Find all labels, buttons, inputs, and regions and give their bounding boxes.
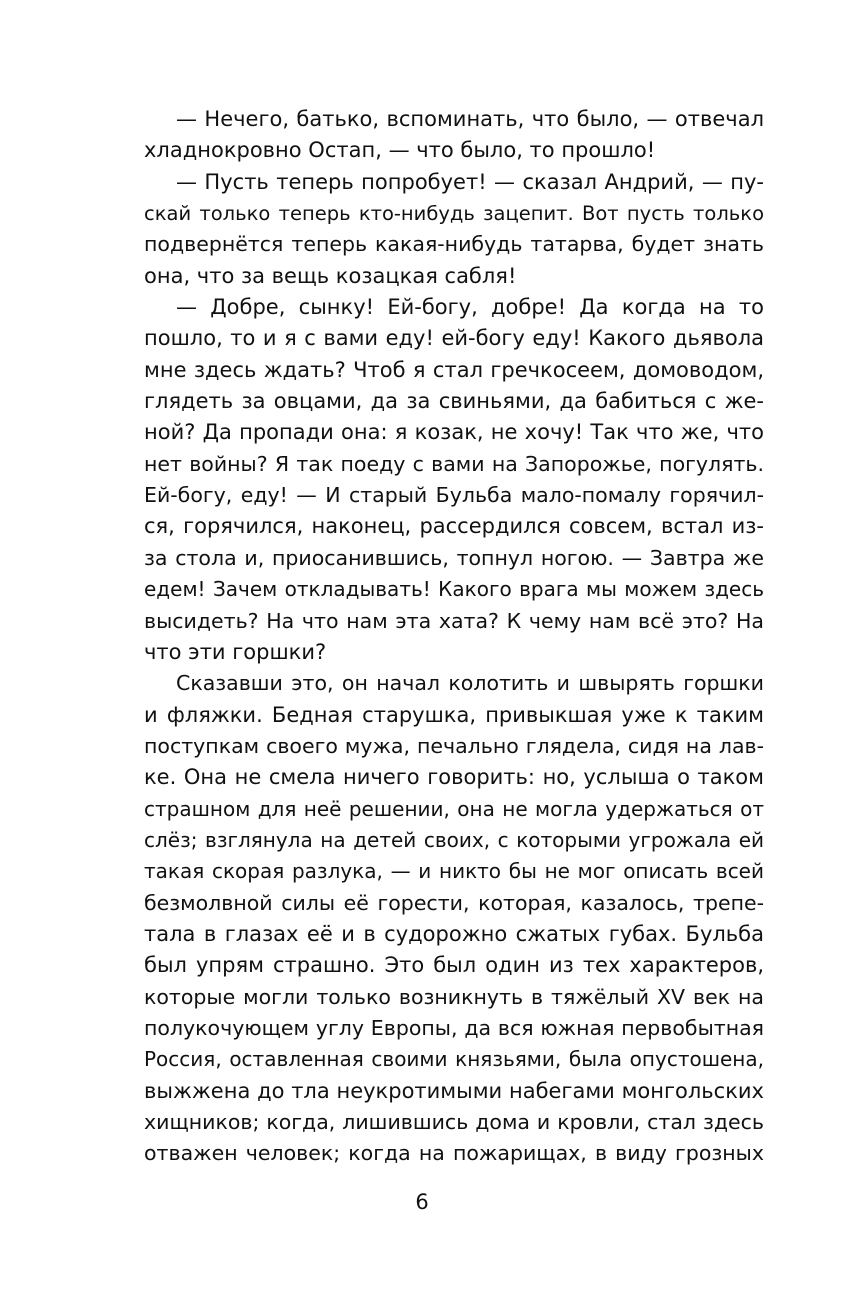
text-line: глядеть за овцами, да за свиньями, да бабиться с же-	[144, 389, 764, 414]
text-line: подвернётся теперь какая-нибудь татарва, будет знать	[144, 232, 764, 257]
text-line: Сказавши это, он начал колотить и швырять горшки	[176, 671, 764, 696]
text-line: хищников; когда, лишившись дома и кровли, стал здесь	[144, 1110, 764, 1134]
text-line: высидеть? На что нам эта хата? К чему нам всё это? На	[144, 608, 764, 633]
text-line: Ей-богу, еду! — И старый Бульба мало-помалу горячил-	[144, 483, 764, 508]
text-line: едем! Зачем откладывать! Какого врага мы можем здесь	[144, 577, 764, 602]
body-text	[144, 104, 764, 1170]
text-line: ной? Да пропади она: я козак, не хочу! Так что же, что	[144, 420, 764, 445]
text-line: что эти горшки?	[144, 639, 327, 664]
text-line: отважен человек; когда на пожарищах, в виду грозных	[144, 1141, 764, 1166]
page-number: 6	[415, 1190, 429, 1214]
text-line: скай только теперь кто-нибудь зацепит. Вот пусть только	[144, 202, 764, 226]
text-line: ся, горячился, наконец, рассердился совсем, встал из-	[144, 514, 764, 539]
text-line: поступкам своего мужа, печально глядела, сидя на лав-	[144, 733, 764, 758]
text-line: Россия, оставленная своими князьями, была опустошена,	[144, 1047, 764, 1072]
text-line: — Пусть теперь попробует! — сказал Андрий, — пу-	[176, 169, 764, 194]
text-line: пошло, то и я с вами еду! ей-богу еду! Какого дьявола	[144, 326, 764, 351]
text-line: такая скорая разлука, — и никто бы не мог описать всей	[144, 859, 764, 884]
text-line: и фляжки. Бедная старушка, привыкшая уже к таким	[144, 702, 764, 727]
text-line: тала в глазах её и в судорожно сжатых губах. Бульба	[144, 921, 764, 946]
text-line: — Нечего, батько, вспоминать, что было, — отвечал	[176, 107, 764, 131]
text-line: ке. Она не смела ничего говорить: но, услыша о таком	[144, 765, 764, 790]
text-line: нет войны? Я так поеду с вами на Запорожье, погулять.	[144, 451, 764, 476]
text-line: был упрям страшно. Это был один из тех характеров,	[144, 953, 764, 978]
text-line: которые могли только возникнуть в тяжёлый XV век на	[144, 984, 764, 1009]
text-line: выжжена до тла неукротимыми набегами монгольских	[144, 1078, 764, 1103]
text-line: безмолвной силы её горести, которая, казалось, трепе-	[144, 890, 764, 915]
text-line: — Добре, сынку! Ей-богу, добре! Да когда на то	[176, 295, 764, 320]
text-line: хладнокровно Остап, — что было, то прошло!	[144, 138, 656, 163]
text-line: слёз; взглянула на детей своих, с которыми угрожала ей	[144, 827, 764, 852]
text-line: мне здесь ждать? Чтоб я стал гречкосеем, домоводом,	[144, 357, 764, 382]
text-line: страшном для неё решении, она не могла удержаться от	[144, 796, 764, 821]
text-line: она, что за вещь козацкая сабля!	[144, 263, 517, 288]
text-line: за стола и, приосанившись, топнул ногою. — Завтра же	[144, 545, 764, 570]
text-line: полукочующем углу Европы, да вся южная первобытная	[144, 1015, 764, 1040]
